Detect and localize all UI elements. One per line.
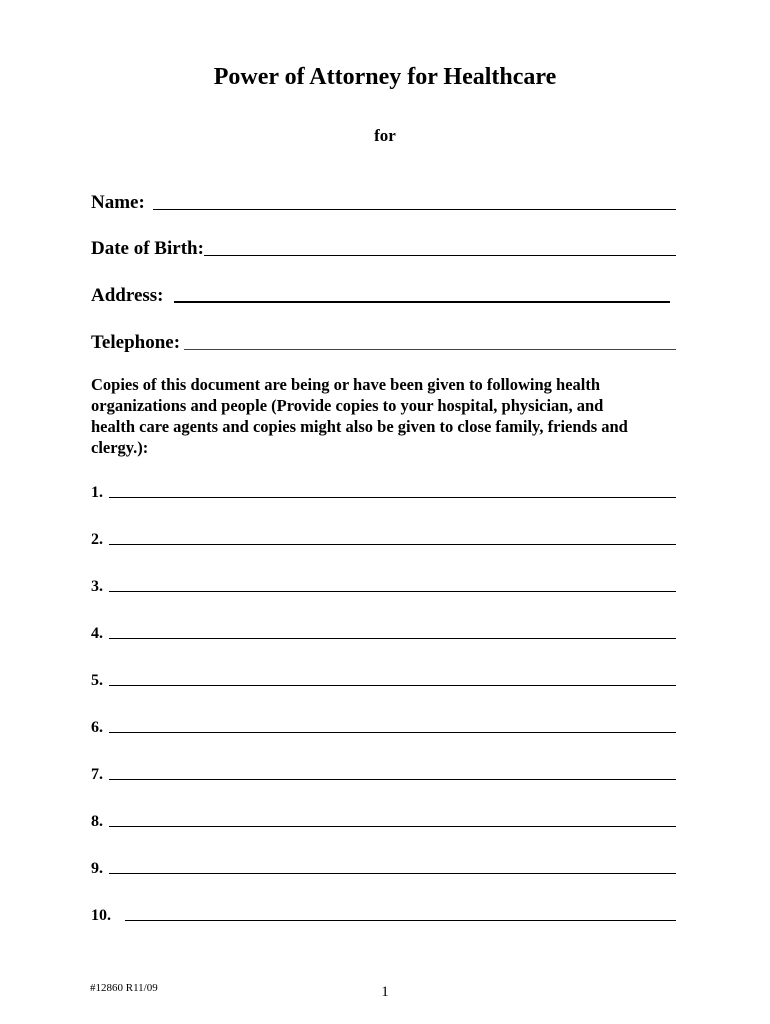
copies-list-input-line[interactable] <box>109 859 676 874</box>
page-number: 1 <box>381 984 389 1000</box>
copies-list-item[interactable] <box>91 809 676 831</box>
telephone-field[interactable] <box>91 328 676 354</box>
copies-list-number: 5. <box>91 672 103 689</box>
copies-list-item[interactable] <box>91 527 676 549</box>
name-field[interactable] <box>91 188 676 214</box>
copies-list-number: 7. <box>91 766 103 783</box>
copies-list-number: 3. <box>91 578 103 595</box>
date-of-birth-field[interactable] <box>91 234 676 260</box>
copies-list-input-line[interactable] <box>125 906 676 921</box>
copies-list-item[interactable] <box>91 480 676 502</box>
address-label: Address: <box>91 285 164 306</box>
name-label: Name: <box>91 192 145 213</box>
name-input-line[interactable] <box>153 191 676 210</box>
address-field[interactable] <box>91 281 676 307</box>
form-code: #12860 R11/09 <box>90 982 158 994</box>
copies-list-number: 2. <box>91 531 103 548</box>
copies-list-input-line[interactable] <box>109 530 676 545</box>
copies-list-input-line[interactable] <box>109 483 676 498</box>
copies-list-item[interactable] <box>91 621 676 643</box>
copies-list-input-line[interactable] <box>109 718 676 733</box>
document-title: Power of Attorney for Healthcare <box>213 64 557 90</box>
copies-list-number: 9. <box>91 860 103 877</box>
copies-list-item[interactable] <box>91 574 676 596</box>
copies-list-input-line[interactable] <box>109 624 676 639</box>
copies-list-item[interactable] <box>91 715 676 737</box>
copies-list-number: 8. <box>91 813 103 830</box>
copies-list-number: 6. <box>91 719 103 736</box>
copies-list-item[interactable] <box>91 903 676 925</box>
copies-list-input-line[interactable] <box>109 765 676 780</box>
copies-list-item[interactable] <box>91 668 676 690</box>
copies-list-input-line[interactable] <box>109 671 676 686</box>
copies-list-input-line[interactable] <box>109 812 676 827</box>
copies-instructions: Copies of this document are being or have been given to following health organizations and people (Provide copies to your hospital, physician, and health care agents and copies might also be given to close family, friends and clergy.): <box>91 375 628 457</box>
telephone-input-line[interactable] <box>184 331 676 350</box>
address-input-line[interactable] <box>174 283 671 303</box>
document-subtitle: for <box>374 126 396 145</box>
copies-list-number: 4. <box>91 625 103 642</box>
date-of-birth-input-line[interactable] <box>204 237 676 256</box>
copies-list-input-line[interactable] <box>109 577 676 592</box>
copies-list-number: 1. <box>91 484 103 501</box>
copies-list-item[interactable] <box>91 762 676 784</box>
copies-list-item[interactable] <box>91 856 676 878</box>
date-of-birth-label: Date of Birth: <box>91 238 204 259</box>
copies-list-number: 10. <box>91 907 111 924</box>
telephone-label: Telephone: <box>91 332 181 353</box>
